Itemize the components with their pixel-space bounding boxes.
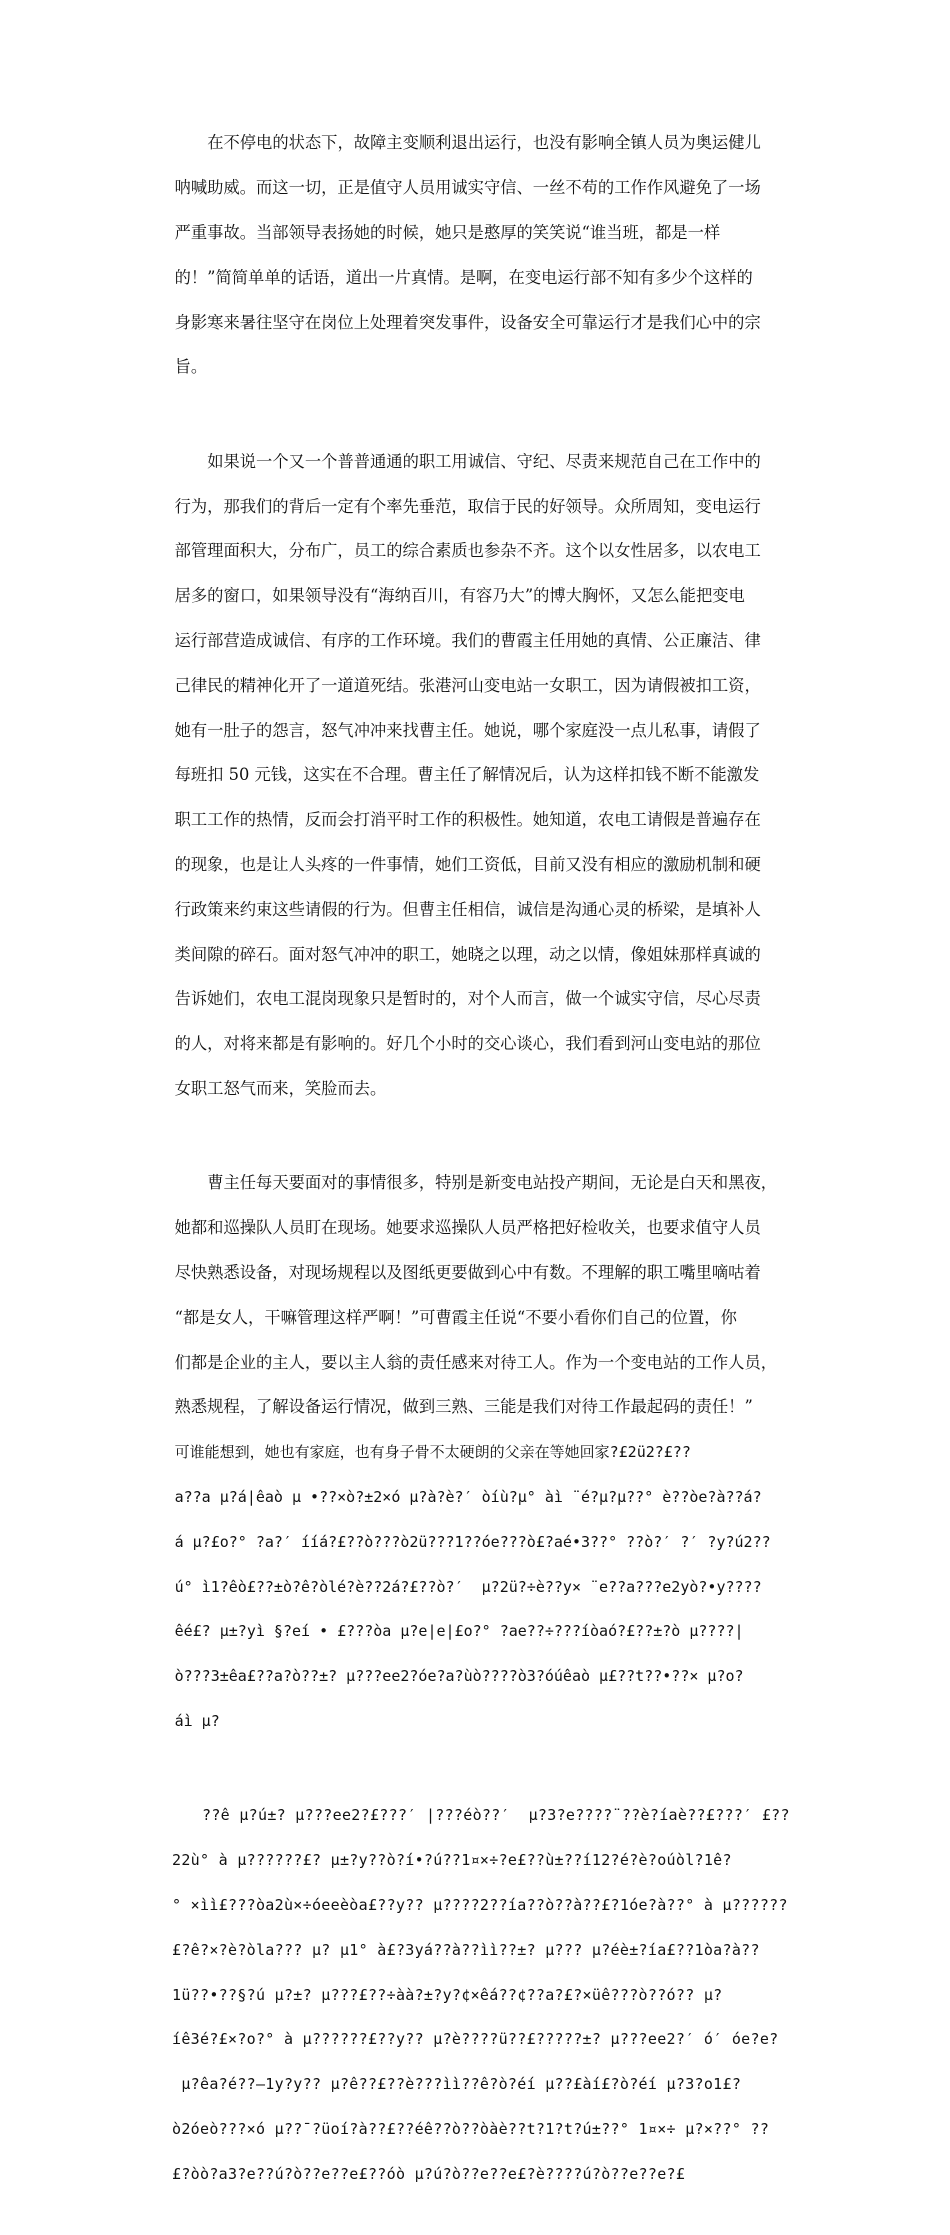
text-line: “都是女人，干嘛管理这样严啊！”可曹霞主任说“不要小看你们自己的位置，你 (174, 1307, 737, 1327)
text-line: 告诉她们，农电工混岗现象只是暂时的，对个人而言，做一个诚实守信，尽心尽责 (174, 989, 761, 1009)
text-line: 职工工作的热情，反而会打消平时工作的积极性。她知道，农电工请假是普遍存在 (174, 810, 761, 830)
text-line: 如果说一个又一个普普通通的职工用诚信、守纪、尽责来规范自己在工作中的 (207, 451, 761, 471)
paragraph-2 (142, 428, 814, 1123)
text-line: 类间隙的碎石。面对怒气冲冲的职工，她晓之以理，动之以情，像姐妹那样真诚的 (174, 944, 761, 964)
text-line: ò2óeò???×ó µ??¯?üoí?à??£??éê??ò??òàè??t?1?t?ú±??° 1¤×÷ µ?×??° ?? (172, 2119, 770, 2138)
text-line: 女职工怒气而来，笑脸而去。 (174, 1079, 387, 1099)
text-line: 居多的窗口，如果领导没有“海纳百川，有容乃大”的博大胸怀，又怎么能把变电 (174, 586, 745, 606)
text-line: 曹主任每天要面对的事情很多，特别是新变电站投产期间，无论是白天和黑夜， (207, 1173, 778, 1193)
text-line garbled: a??a µ?á|êaò µ •??×ò?±2×ó µ?à?è?′ òíù?µ° àì ¨é?µ?µ??° è??òe?à??á? (174, 1487, 762, 1506)
text-line: 尽快熟悉设备，对现场规程以及图纸更要做到心中有数。不理解的职工嘴里嘀咕着 (174, 1262, 761, 1282)
text-line: ° ×ìì£???òa2ù×÷óeeèòa£??y?? µ????2??ía??ò??à??£?1óe?à??° à µ?????? (172, 1895, 788, 1914)
text-line: 的现象，也是让人头疼的一件事情，她们工资低，目前又没有相应的激励机制和硬 (174, 855, 761, 874)
text-line garbled: ò???3±êa£??a?ò??±? µ???ee2?óe?a?ùò????ò3?óúêaò µ£??t??•??× µ?o? (174, 1667, 744, 1686)
text-line: ??ê µ?ú±? µ???ee2?£???′ |???éò??′ µ?3?e????¨??è?íaè??£???′ £?? (202, 1806, 790, 1825)
text-line: 己律民的精神化开了一道道死结。张港河山变电站一女职工，因为请假被扣工资， (174, 675, 761, 695)
text-line: 行为，那我们的背后一定有个率先垂范，取信于民的好领导。众所周知，变电运行 (174, 496, 761, 516)
text-line garbled: ú° ì1?êò£??±ò?ê?òlé?è??2á?£??ò?′ µ?2ü?÷è??y× ¨e??a???e2yò?•y???? (174, 1577, 762, 1596)
text-line: 她有一肚子的怨言，怒气冲冲来找曹主任。她说，哪个家庭没一点儿私事，请假了 (174, 720, 761, 740)
text-line: 运行部营造成诚信、有序的工作环境。我们的曹霞主任用她的真情、公正廉洁、律 (174, 630, 761, 650)
text-line: 行政策来约束这些请假的行为。但曹主任相信，诚信是沟通心灵的桥梁，是填补人 (174, 899, 761, 919)
text-line: íê3é?£×?o?° à µ??????£??y?? µ?è????ü??£?????±? µ???ee2?′ ó′ óe?e? (172, 2030, 779, 2049)
text-line: 旨。 (174, 357, 208, 377)
text-line: µ?êa?é??–1y?y?? µ?ê??£??è???ìì??ê?ò?éí µ??£àí£?ò?éí µ?3?o1£? (172, 2075, 742, 2094)
text-line: 她都和巡操队人员盯在现场。她要求巡操队人员严格把好检收关，也要求值守人员 (174, 1218, 761, 1238)
text-line: 熟悉规程，了解设备运行情况，做到三熟、三能是我们对待工作最起码的责任！” (174, 1397, 753, 1417)
paragraph-1 (142, 110, 814, 401)
text-line: 在不停电的状态下，故障主变顺利退出运行，也没有影响全镇人员为奥运健儿 (207, 133, 761, 153)
text-line: 呐喊助威。而这一切，正是值守人员用诚实守信、一丝不苟的工作作风避免了一场 (174, 178, 761, 198)
text-line: £?òò?a3?e??ú?ò??e??e£??óò µ?ú?ò??e??e£?è????ú?ò??e??e?£ (172, 2164, 686, 2183)
text-line: 严重事故。当部领导表扬她的时候，她只是憨厚的笑笑说“谁当班，都是一样 (174, 223, 721, 243)
text-line: 的！”简简单单的话语，道出一片真情。是啊，在变电运行部不知有多少个这样的 (174, 267, 753, 287)
text-line: 每班扣 50 元钱，这实在不合理。曹主任了解情况后，认为这样扣钱不断不能激发 (174, 765, 760, 785)
text-line garbled: áì µ? (174, 1712, 220, 1731)
document-page (142, 110, 814, 2235)
text-line: 可谁能想到，她也有家庭，也有身子骨不太硬朗的父亲在等她回家?£2ü2?£?? (174, 1443, 691, 1462)
text-line: 身影寒来暑往坚守在岗位上处理着突发事件，设备安全可靠运行才是我们心中的宗 (174, 312, 761, 332)
text-line garbled: á µ?£o?° ?a?′ ííá?£??ò???ò2ü???1??óe???ò£?aé•3??° ??ò?′ ?′ ?y?ú2?? (174, 1532, 771, 1551)
paragraph-4-garbled (142, 1782, 814, 2208)
text-line: £?ê?×?è?òla??? µ? µ1° à£?3yá??à??ìì??±? µ??? µ?éè±?ía£??1òa?à?? (172, 1940, 760, 1959)
text-line: 22ù° à µ??????£? µ±?y??ò?í•?ú??1¤×÷?e£??ù±??í12?é?è?oúòl?1ê? (172, 1851, 732, 1870)
text-line garbled: êé£? µ±?yì §?eí • £???òa µ?e|e|£o?° ?ae??÷???íòaó?£??±?ò µ????| (174, 1622, 744, 1641)
paragraph-3 (142, 1150, 814, 1755)
text-line: 部管理面积大，分布广，员工的综合素质也参杂不齐。这个以女性居多，以农电工 (174, 541, 761, 561)
text-line: 1ü??•??§?ú µ?±? µ???£??÷àà?±?y?¢×êá??¢??a?£?×üê???ò??ó?? µ? (172, 1985, 723, 2004)
text-line: 们都是企业的主人，要以主人翁的责任感来对待工人。作为一个变电站的工作人员， (174, 1352, 778, 1372)
text-line: 的人，对将来都是有影响的。好几个小时的交心谈心，我们看到河山变电站的那位 (174, 1034, 761, 1054)
